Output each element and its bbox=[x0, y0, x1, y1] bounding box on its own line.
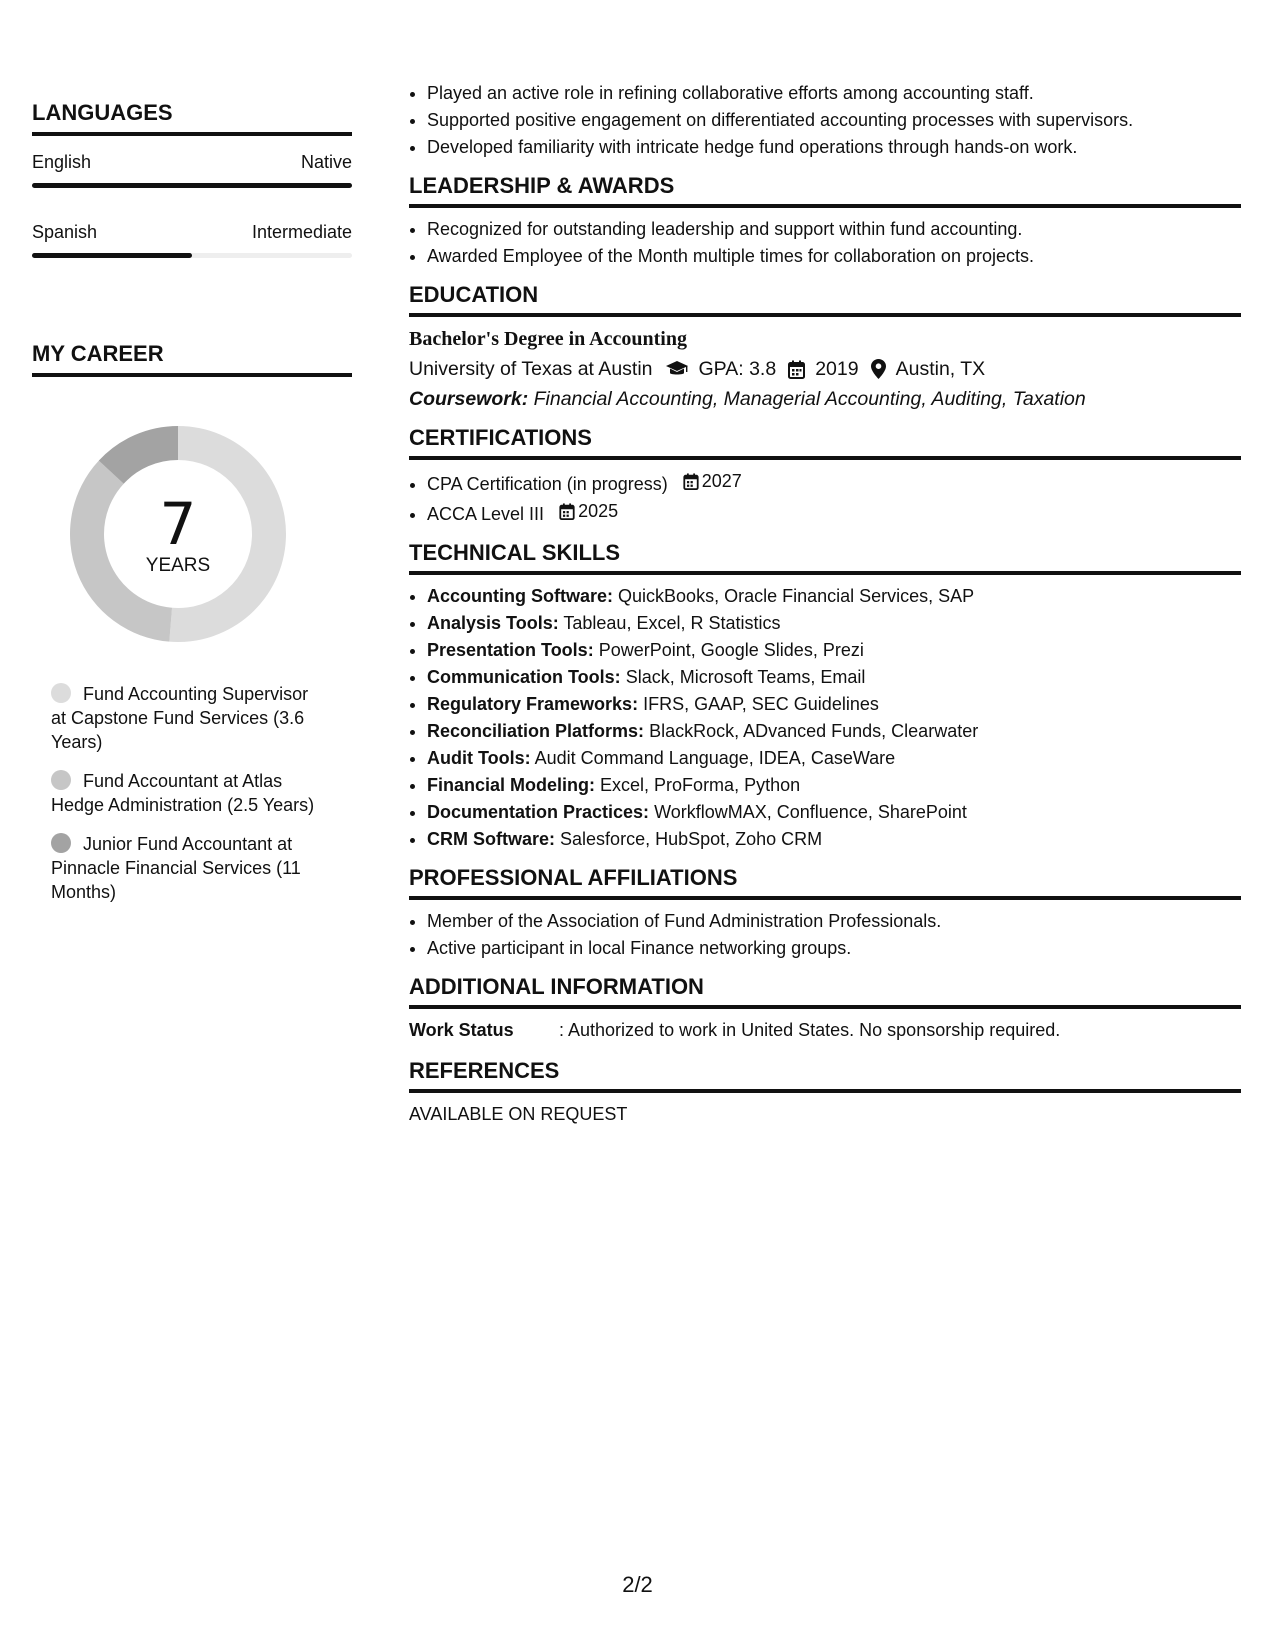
list-item bbox=[427, 718, 1241, 745]
work-status-row bbox=[409, 1017, 1241, 1044]
skills-list bbox=[409, 583, 1241, 853]
coursework-label: Coursework: bbox=[409, 388, 529, 410]
experience-bullets bbox=[409, 80, 1241, 161]
skill-label: CRM Software: bbox=[427, 829, 556, 849]
graduation-cap-icon bbox=[665, 360, 689, 378]
list-item bbox=[427, 498, 1241, 528]
list-item bbox=[427, 826, 1241, 853]
page-number: 2/2 bbox=[622, 1572, 653, 1597]
list-item bbox=[427, 468, 1241, 498]
list-item bbox=[427, 799, 1241, 826]
degree-title: Bachelor's Degree in Accounting bbox=[409, 328, 687, 350]
education-details bbox=[409, 353, 1241, 385]
skills-heading: TECHNICAL SKILLS bbox=[409, 540, 1241, 575]
location: Austin, TX bbox=[895, 358, 986, 380]
list-item bbox=[427, 691, 1241, 718]
career-total-unit: YEARS bbox=[145, 555, 211, 576]
cert-name: ACCA Level III bbox=[427, 504, 545, 524]
language-spanish bbox=[32, 222, 352, 258]
skill-label: Regulatory Frameworks: bbox=[427, 694, 639, 714]
legend-dot-icon bbox=[51, 833, 71, 853]
gpa: GPA: 3.8 bbox=[698, 358, 777, 380]
language-name: English bbox=[32, 152, 92, 172]
list-item: • Active participant in local Finance networking groups. bbox=[427, 935, 1241, 962]
graduation-year: 2019 bbox=[815, 358, 859, 380]
language-level: Intermediate bbox=[251, 222, 352, 242]
list-item: • Member of the Association of Fund Administration Professionals. bbox=[427, 908, 1241, 935]
skill-value: Tableau, Excel, R Statistics bbox=[563, 613, 781, 633]
work-status-value: : Authorized to work in United States. No sponsorship required. bbox=[559, 1020, 1061, 1040]
list-item bbox=[427, 637, 1241, 664]
skill-value: Excel, ProForma, Python bbox=[600, 775, 801, 795]
career-heading: MY CAREER bbox=[32, 341, 352, 377]
cert-year: 2025 bbox=[578, 501, 619, 521]
work-status-key: Work Status bbox=[409, 1020, 514, 1040]
list-item bbox=[427, 745, 1241, 772]
career-role-label: Fund Accountant at Atlas Hedge Administration (2.5 Years) bbox=[51, 771, 315, 815]
affiliations-list bbox=[409, 908, 1241, 962]
leadership-heading: LEADERSHIP & AWARDS bbox=[409, 173, 1241, 208]
list-item: • Recognized for outstanding leadership and support within fund accounting. bbox=[427, 216, 1241, 243]
list-item: • Developed familiarity with intricate hedge fund operations through hands-on work. bbox=[427, 134, 1241, 161]
career-legend bbox=[51, 682, 321, 919]
language-name: Spanish bbox=[32, 222, 98, 242]
skill-label: Audit Tools: bbox=[427, 748, 531, 768]
additional-info-heading: ADDITIONAL INFORMATION bbox=[409, 974, 1241, 1009]
references-text: AVAILABLE ON REQUEST bbox=[409, 1104, 628, 1124]
education-heading: EDUCATION bbox=[409, 282, 1241, 317]
cert-name: CPA Certification (in progress) bbox=[427, 474, 668, 494]
language-bar bbox=[32, 183, 352, 188]
list-item: • Played an active role in refining collaborative efforts among accounting staff. bbox=[427, 80, 1241, 107]
skill-value: QuickBooks, Oracle Financial Services, SAP bbox=[618, 586, 975, 606]
career-role bbox=[51, 769, 321, 817]
skill-label: Communication Tools: bbox=[427, 667, 621, 687]
coursework-list: Financial Accounting, Managerial Accounting, Auditing, Taxation bbox=[533, 388, 1086, 410]
certifications-heading: CERTIFICATIONS bbox=[409, 425, 1241, 460]
list-item bbox=[427, 583, 1241, 610]
list-item: • Awarded Employee of the Month multiple times for collaboration on projects. bbox=[427, 243, 1241, 270]
skill-value: IFRS, GAAP, SEC Guidelines bbox=[643, 694, 879, 714]
calendar-icon bbox=[683, 473, 699, 490]
languages-heading: LANGUAGES bbox=[32, 100, 352, 136]
skill-value: Audit Command Language, IDEA, CaseWare bbox=[534, 748, 896, 768]
language-bar bbox=[32, 253, 352, 258]
school-name: University of Texas at Austin bbox=[409, 358, 653, 380]
list-item bbox=[427, 664, 1241, 691]
skill-value: Salesforce, HubSpot, Zoho CRM bbox=[560, 829, 823, 849]
language-level: Native bbox=[300, 152, 352, 172]
career-total-number: 7 bbox=[159, 490, 197, 558]
legend-dot-icon bbox=[51, 770, 71, 790]
skill-label: Presentation Tools: bbox=[427, 640, 594, 660]
language-bar-fill bbox=[32, 253, 192, 258]
language-bar-fill bbox=[32, 183, 352, 188]
cert-year: 2027 bbox=[701, 471, 742, 491]
map-pin-icon bbox=[871, 359, 886, 379]
certifications-list bbox=[409, 468, 1241, 528]
calendar-icon bbox=[788, 360, 805, 379]
references-heading: REFERENCES bbox=[409, 1058, 1241, 1093]
list-item: • Supported positive engagement on differentiated accounting processes with supervisors. bbox=[427, 107, 1241, 134]
skill-value: WorkflowMAX, Confluence, SharePoint bbox=[654, 802, 967, 822]
calendar-icon bbox=[559, 503, 575, 520]
list-item bbox=[427, 610, 1241, 637]
skill-value: PowerPoint, Google Slides, Prezi bbox=[598, 640, 864, 660]
skill-label: Accounting Software: bbox=[427, 586, 614, 606]
legend-dot-icon bbox=[51, 683, 71, 703]
skill-label: Analysis Tools: bbox=[427, 613, 559, 633]
language-english bbox=[32, 152, 352, 188]
career-donut-chart bbox=[66, 422, 290, 646]
career-role bbox=[51, 682, 321, 754]
affiliations-heading: PROFESSIONAL AFFILIATIONS bbox=[409, 865, 1241, 900]
coursework bbox=[409, 385, 1241, 413]
skill-value: BlackRock, ADvanced Funds, Clearwater bbox=[649, 721, 979, 741]
main-content bbox=[409, 80, 1241, 1128]
leadership-list bbox=[409, 216, 1241, 270]
career-role bbox=[51, 832, 321, 904]
list-item bbox=[427, 772, 1241, 799]
skill-value: Slack, Microsoft Teams, Email bbox=[625, 667, 866, 687]
career-role-label: Fund Accounting Supervisor at Capstone Fund Services (3.6 Years) bbox=[51, 684, 309, 752]
skill-label: Reconciliation Platforms: bbox=[427, 721, 645, 741]
skill-label: Financial Modeling: bbox=[427, 775, 596, 795]
skill-label: Documentation Practices: bbox=[427, 802, 650, 822]
career-role-label: Junior Fund Accountant at Pinnacle Financial Services (11 Months) bbox=[51, 834, 301, 902]
